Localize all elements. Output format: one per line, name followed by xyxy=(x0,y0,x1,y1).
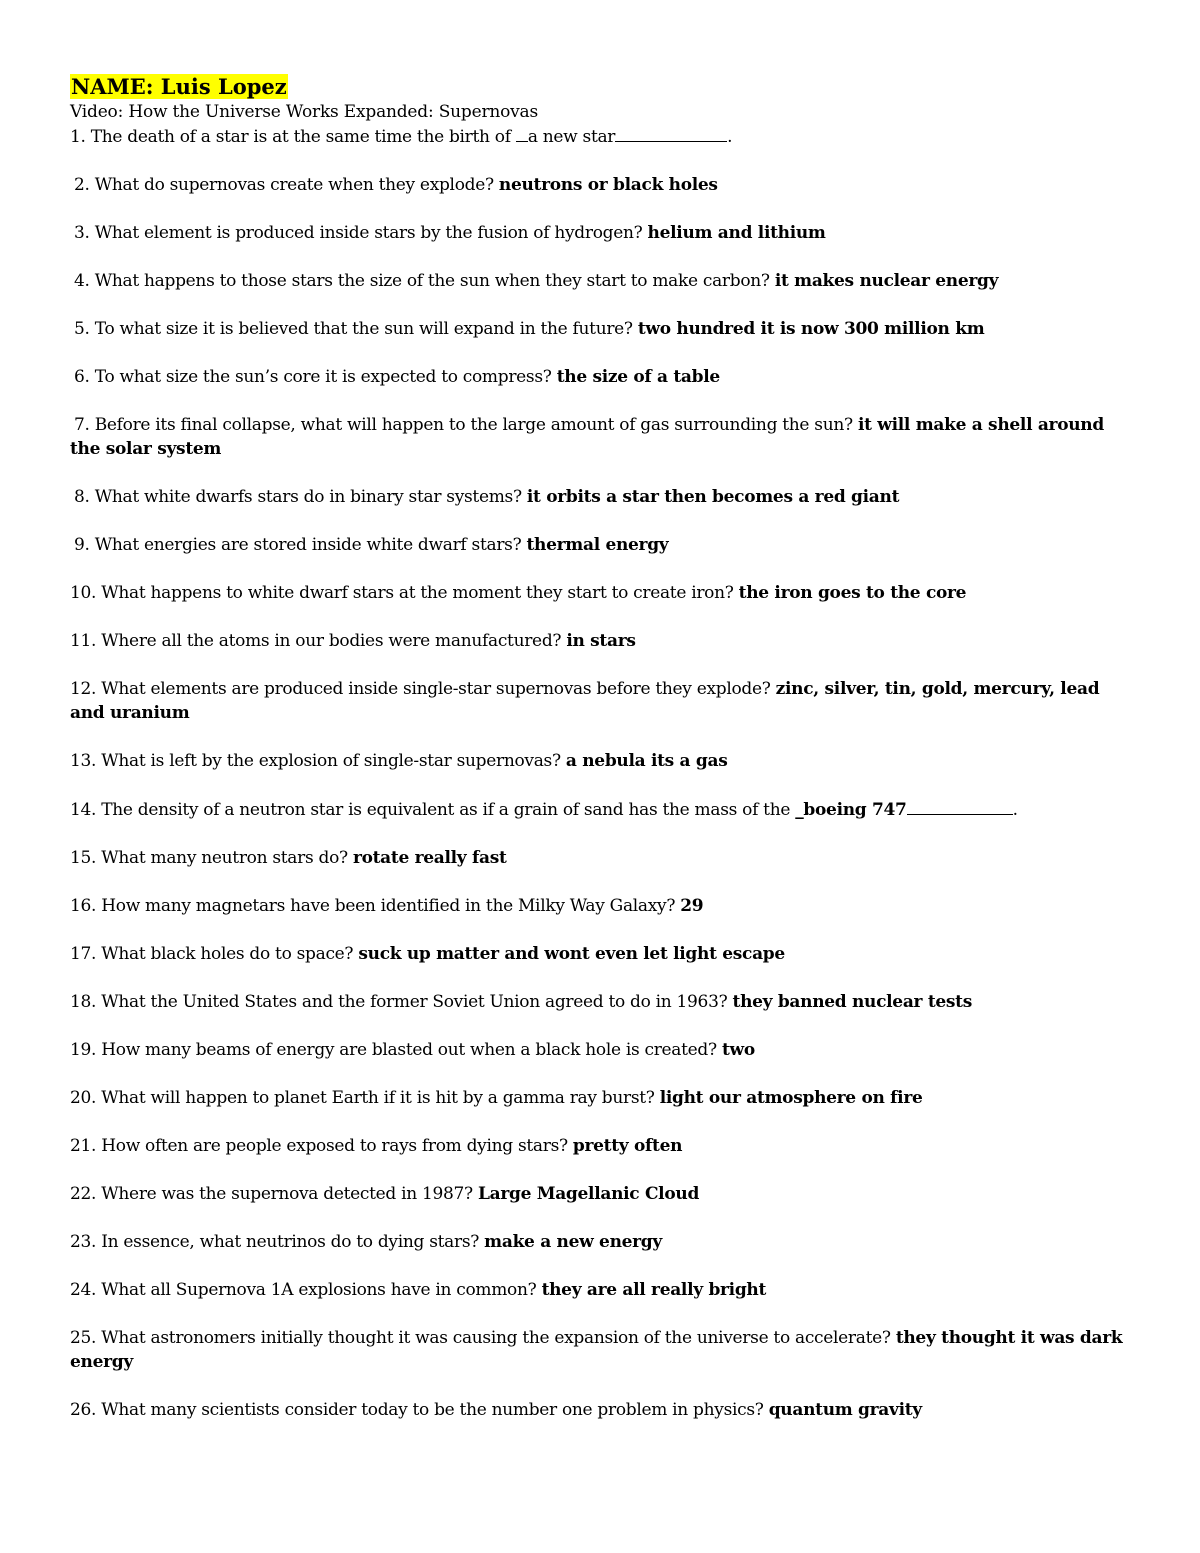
question-1 xyxy=(70,124,1130,149)
question-text: 14. The density of a neutron star is equivalent as if a grain of sand has the mass of the xyxy=(70,800,796,820)
answer-text: zinc, silver, tin, gold, mercury, lead and uranium xyxy=(70,679,1100,723)
question-text: 15. What many neutron stars do? xyxy=(70,848,353,868)
question-23 xyxy=(70,1230,1130,1254)
question-text: 16. How many magnetars have been identified in the Milky Way Galaxy? xyxy=(70,896,681,916)
question-7 xyxy=(70,413,1130,461)
question-3 xyxy=(70,221,1130,245)
question-text: 20. What will happen to planet Earth if it is hit by a gamma ray burst? xyxy=(70,1088,660,1108)
question-tail: . xyxy=(727,127,733,147)
question-text: 17. What black holes do to space? xyxy=(70,944,359,964)
question-25 xyxy=(70,1326,1130,1374)
question-10 xyxy=(70,581,1130,605)
video-title: Video: How the Universe Works Expanded: Supernovas xyxy=(70,102,539,122)
question-text: 19. How many beams of energy are blasted out when a black hole is created? xyxy=(70,1040,722,1060)
question-13 xyxy=(70,749,1130,773)
question-tail: . xyxy=(1012,800,1018,820)
question-9 xyxy=(70,533,1130,557)
answer-text: _boeing 747 xyxy=(795,800,907,820)
question-text: 3. What element is produced inside stars by the fusion of hydrogen? xyxy=(74,223,648,243)
question-18 xyxy=(70,990,1130,1014)
question-text: 10. What happens to white dwarf stars at the moment they start to create iron? xyxy=(70,583,739,603)
student-name xyxy=(70,74,1130,100)
answer-text: they thought it was dark energy xyxy=(70,1328,1123,1372)
question-text: 1. The death of a star is at the same time the birth of xyxy=(70,127,516,147)
answer-text: helium and lithium xyxy=(647,223,826,243)
answer-text: pretty often xyxy=(572,1136,683,1156)
answer-text: in stars xyxy=(566,631,636,651)
answer-text: neutrons or black holes xyxy=(498,175,718,195)
question-12 xyxy=(70,677,1130,725)
question-text: 2. What do supernovas create when they explode? xyxy=(74,175,499,195)
question-text: 22. Where was the supernova detected in 1987? xyxy=(70,1184,478,1204)
question-text: 8. What white dwarfs stars do in binary star systems? xyxy=(74,487,527,507)
name-highlight: NAME: Luis Lopez xyxy=(71,74,287,99)
question-16 xyxy=(70,894,1130,918)
question-21 xyxy=(70,1134,1130,1158)
question-text: 7. Before its final collapse, what will happen to the large amount of gas surrounding the sun? xyxy=(74,415,858,435)
answer-text: the iron goes to the core xyxy=(738,583,967,603)
question-20 xyxy=(70,1086,1130,1110)
answer-text: 29 xyxy=(680,896,704,916)
answer-blank-right xyxy=(907,797,1013,815)
question-text: 23. In essence, what neutrinos do to dying stars? xyxy=(70,1232,485,1252)
question-5 xyxy=(70,317,1130,341)
question-19 xyxy=(70,1038,1130,1062)
question-2 xyxy=(70,173,1130,197)
question-text: 18. What the United States and the former Soviet Union agreed to do in 1963? xyxy=(70,992,733,1012)
question-15 xyxy=(70,846,1130,870)
answer-text: they banned nuclear tests xyxy=(732,992,972,1012)
question-14 xyxy=(70,797,1130,822)
answer-text: rotate really fast xyxy=(352,848,507,868)
question-4 xyxy=(70,269,1130,293)
question-text: 21. How often are people exposed to rays from dying stars? xyxy=(70,1136,573,1156)
worksheet-page xyxy=(70,74,1130,1446)
answer-text: it makes nuclear energy xyxy=(774,271,999,291)
question-6 xyxy=(70,365,1130,389)
question-text: 26. What many scientists consider today to be the number one problem in physics? xyxy=(70,1400,769,1420)
answer-blank-left xyxy=(516,124,528,142)
answer-text: two hundred it is now 300 million km xyxy=(637,319,985,339)
question-text: 11. Where all the atoms in our bodies were manufactured? xyxy=(70,631,567,651)
answer-text: a nebula its a gas xyxy=(565,751,728,771)
question-17 xyxy=(70,942,1130,966)
answer-text: the size of a table xyxy=(556,367,720,387)
answer-blank-right xyxy=(615,124,727,142)
question-text: 4. What happens to those stars the size of the sun when they start to make carbon? xyxy=(74,271,775,291)
question-text: 25. What astronomers initially thought it was causing the expansion of the universe to accelerate? xyxy=(70,1328,896,1348)
answer-text: a new star xyxy=(527,127,616,147)
answer-text: it will make a shell around the solar system xyxy=(70,415,1104,459)
answer-text: quantum gravity xyxy=(768,1400,922,1420)
answer-text: two xyxy=(721,1040,755,1060)
question-text: 6. To what size the sun’s core it is expected to compress? xyxy=(74,367,557,387)
question-text: 9. What energies are stored inside white dwarf stars? xyxy=(74,535,527,555)
answer-text: thermal energy xyxy=(526,535,669,555)
question-text: 13. What is left by the explosion of single-star supernovas? xyxy=(70,751,566,771)
question-text: 12. What elements are produced inside single-star supernovas before they explode? xyxy=(70,679,776,699)
answer-text: it orbits a star then becomes a red giant xyxy=(526,487,900,507)
answer-text: Large Magellanic Cloud xyxy=(477,1184,700,1204)
question-24 xyxy=(70,1278,1130,1302)
answer-text: they are all really bright xyxy=(541,1280,767,1300)
question-text: 5. To what size it is believed that the sun will expand in the future? xyxy=(74,319,638,339)
answer-text: suck up matter and wont even let light escape xyxy=(358,944,785,964)
question-26 xyxy=(70,1398,1130,1422)
question-11 xyxy=(70,629,1130,653)
answer-text: light our atmosphere on fire xyxy=(659,1088,923,1108)
question-8 xyxy=(70,485,1130,509)
question-22 xyxy=(70,1182,1130,1206)
answer-text: make a new energy xyxy=(484,1232,662,1252)
question-text: 24. What all Supernova 1A explosions have in common? xyxy=(70,1280,542,1300)
